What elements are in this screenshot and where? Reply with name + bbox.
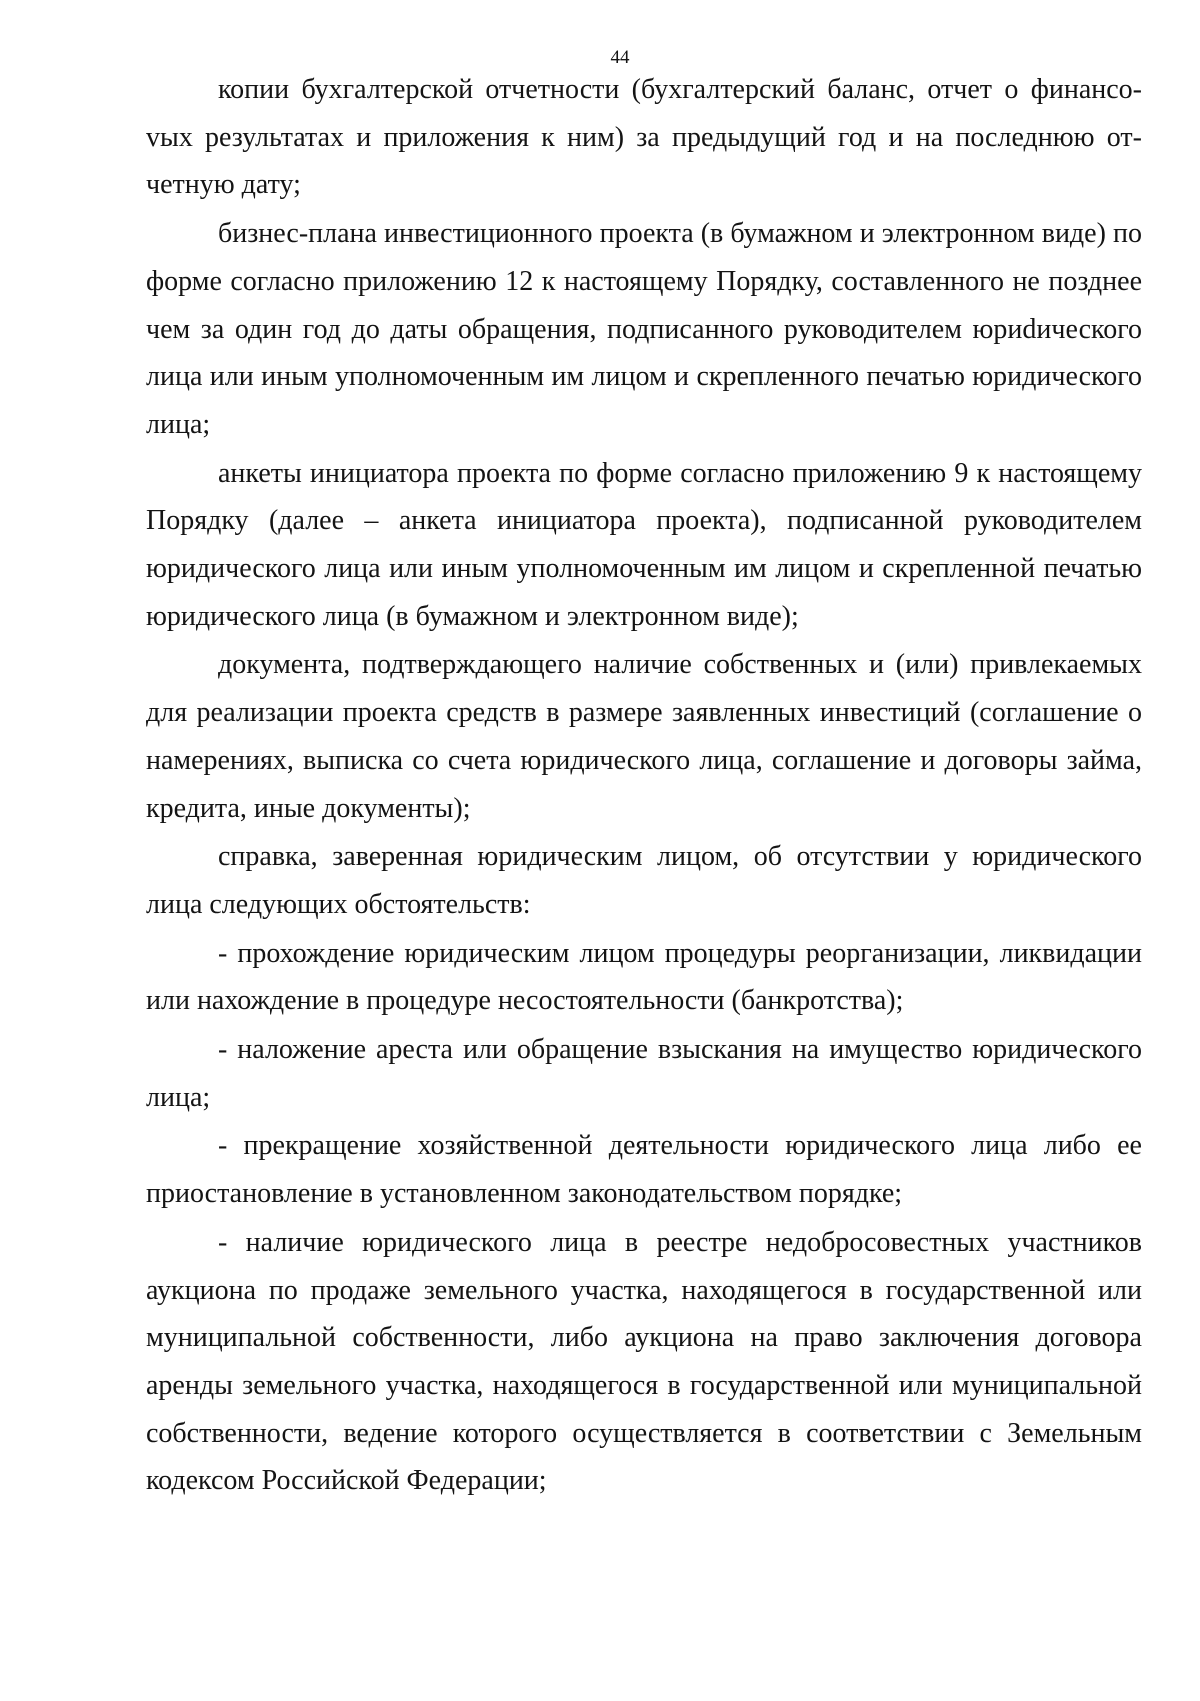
paragraph-business-plan: бизнес-плана инвестиционного проекта (в бумажном и электронном виде) по форме согласно приложению 12 к настоящему Порядку, составленного не позднее чем за один год до даты обращения, подписанного руководителем юриdического лица или иным уполномоченным им лицом и скрепленного печатью юридического лица; bbox=[146, 218, 1142, 440]
list-item-arrest: - наложение ареста или обращение взыскания на имущество юридического лица; bbox=[146, 1034, 1142, 1113]
paragraph-funding-document: документа, подтверждающего наличие собственных и (или) привлекаемых для реализации проекта средств в размере заявленных инвестиций (соглашение о намерениях, выписка со счета юридического лица, соглашение и договоры займа, кредита, иные документы); bbox=[146, 649, 1142, 824]
list-item-reorganization: - прохождение юридическим лицом процедуры реорганизации, ликвидации или нахождение в процедуре несостоятельности (банкротства); bbox=[146, 937, 1142, 1017]
page-number: 44 bbox=[610, 47, 630, 68]
document-body bbox=[146, 66, 1142, 1505]
list-item-unfair-participants-registry: - наличие юридического лица в реестре недобросовестных участников аукциона по продаже земельного участка, находящегося в государственной или муниципальной собственности, либо аукциона на право заключения договора аренды земельного участка, находящегося в государственной или муниципальной собственности, ведение которого осуществляется в соответствии с Земельным кодексом Российской Федерации; bbox=[146, 1226, 1142, 1497]
paragraph-initiator-questionnaire: анкеты инициатора проекта по форме согласно приложению 9 к настоящему Порядку (далее – анкета инициатора проекта), подписанной руководителем юридического лица или иным уполномоченным им лицом и скрепленной печатью юридического лица (в бумажном и электронном виде); bbox=[146, 457, 1142, 632]
paragraph-accounting-reports: копии бухгалтерской отчетности (бухгалтерский баланс, отчет о финансоvых результатах и приложения к ним) за предыдущий год и на последнюю отчетную дату; bbox=[146, 74, 1142, 201]
paragraph-certificate: справка, заверенная юридическим лицом, об отсутствии у юридического лица следующих обстоятельств: bbox=[146, 841, 1142, 920]
list-item-suspension: - прекращение хозяйственной деятельности юридического лица либо ее приостановление в установленном законодательством порядке; bbox=[146, 1130, 1142, 1210]
